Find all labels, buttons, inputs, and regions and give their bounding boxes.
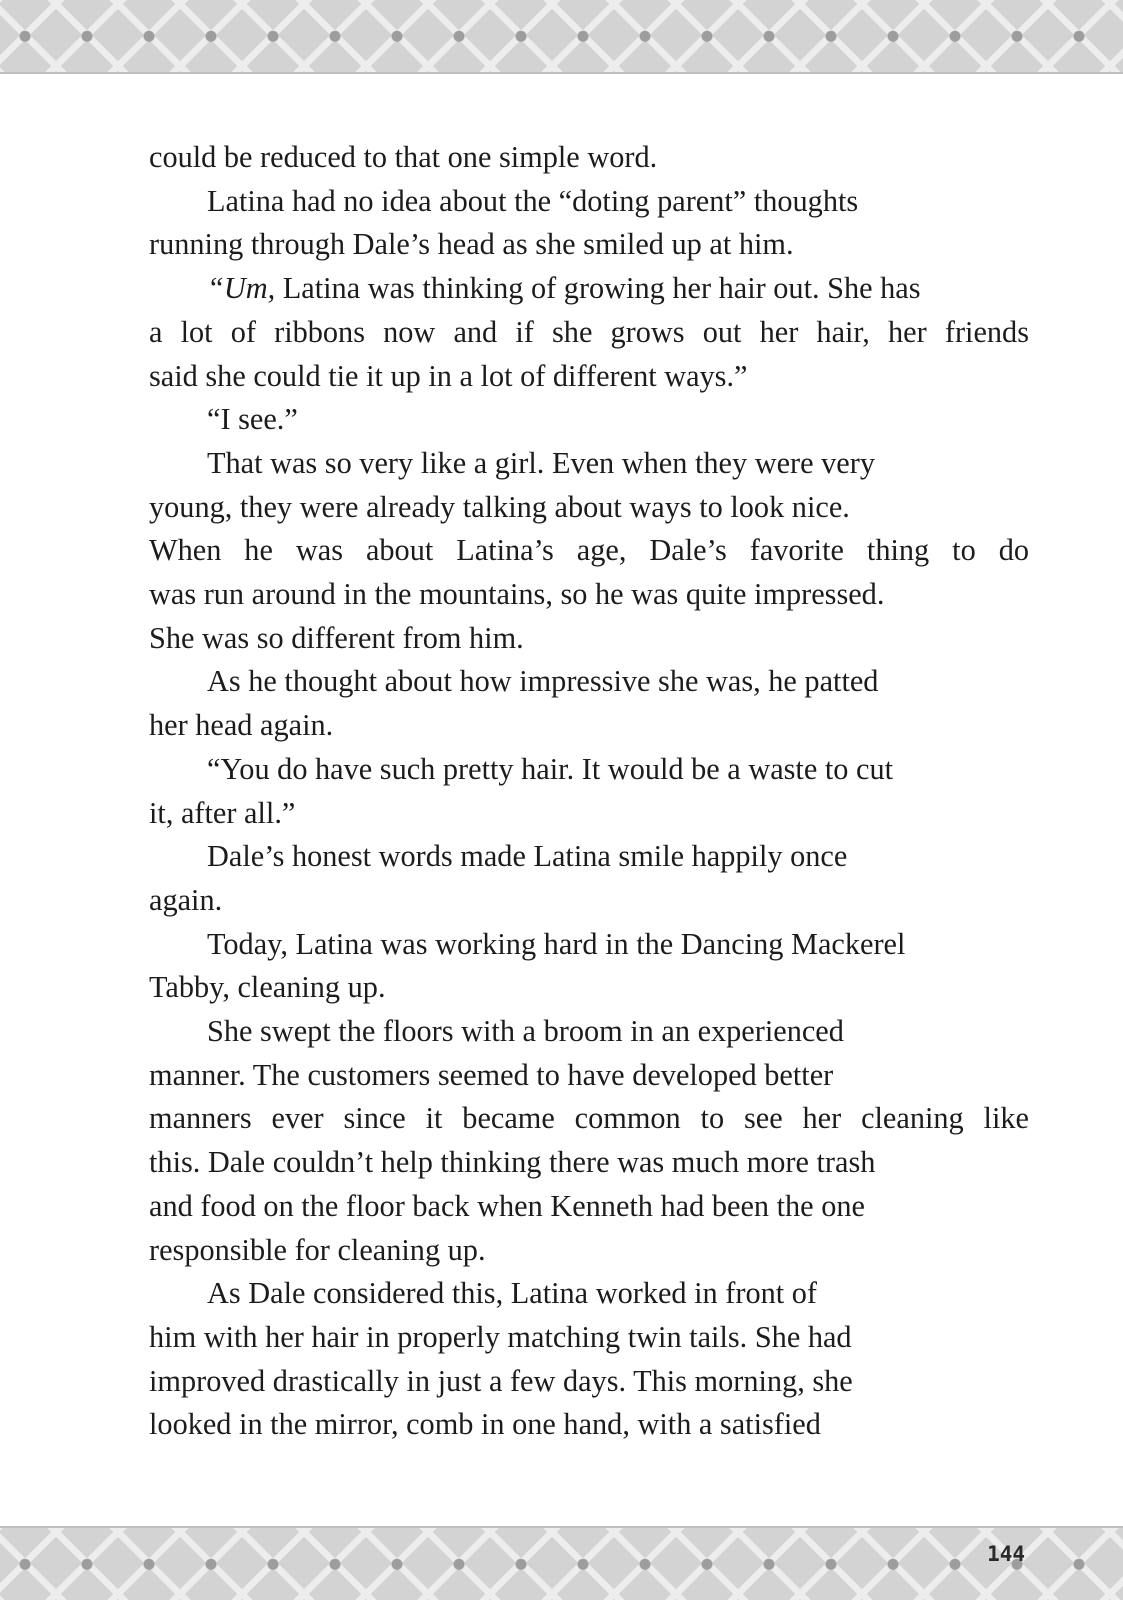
text-line: and food on the floor back when Kenneth had been the one — [149, 1188, 865, 1223]
top-ornamental-border — [0, 0, 1123, 74]
text-line: looked in the mirror, comb in one hand, with a satisfied — [149, 1407, 821, 1442]
bottom-ornamental-border — [0, 1526, 1123, 1600]
text-line: manners ever since it became common to see her cleaning like — [149, 1101, 1029, 1136]
text-line: it, after all.” — [149, 795, 296, 830]
text-line: a lot of ribbons now and if she grows out her hair, her friends — [149, 314, 1029, 349]
text-line: him with her hair in properly matching twin tails. She had — [149, 1319, 852, 1354]
page-body-text — [149, 136, 1029, 1447]
text-line: As he thought about how impressive she was, he patted — [207, 664, 879, 699]
italic-text: “Um, — [207, 271, 276, 306]
text-line: As Dale considered this, Latina worked in front of — [207, 1276, 817, 1311]
text-line: When he was about Latina’s age, Dale’s favorite thing to do — [149, 533, 1029, 568]
text-line: responsible for cleaning up. — [149, 1232, 486, 1267]
text-line: again. — [149, 882, 223, 917]
page-number: 144 — [987, 1542, 1025, 1566]
text-line: “You do have such pretty hair. It would be a waste to cut — [207, 751, 894, 786]
text-line: this. Dale couldn’t help thinking there was much more trash — [149, 1145, 876, 1180]
text-line: manner. The customers seemed to have developed better — [149, 1057, 834, 1092]
text-line — [149, 267, 1029, 311]
text-line: “I see.” — [207, 402, 298, 437]
text-line: running through Dale’s head as she smiled up at him. — [149, 227, 794, 262]
text-line: improved drastically in just a few days. This morning, she — [149, 1363, 853, 1398]
text-line: said she could tie it up in a lot of different ways.” — [149, 358, 748, 393]
text-line: Tabby, cleaning up. — [149, 970, 386, 1005]
text-line: could be reduced to that one simple word. — [149, 140, 658, 174]
text-line-rest: Latina was thinking of growing her hair out. She has — [275, 271, 921, 306]
text-line: was run around in the mountains, so he was quite impressed. — [149, 577, 885, 612]
text-line: her head again. — [149, 708, 334, 743]
text-line: She swept the floors with a broom in an experienced — [207, 1014, 844, 1049]
text-line: That was so very like a girl. Even when they were very — [207, 445, 875, 480]
text-line: She was so different from him. — [149, 620, 524, 655]
text-line: young, they were already talking about ways to look nice. — [149, 489, 850, 524]
text-line: Today, Latina was working hard in the Dancing Mackerel — [207, 926, 906, 961]
text-line: Latina had no idea about the “doting parent” thoughts — [207, 183, 859, 218]
text-line: Dale’s honest words made Latina smile happily once — [207, 839, 848, 874]
